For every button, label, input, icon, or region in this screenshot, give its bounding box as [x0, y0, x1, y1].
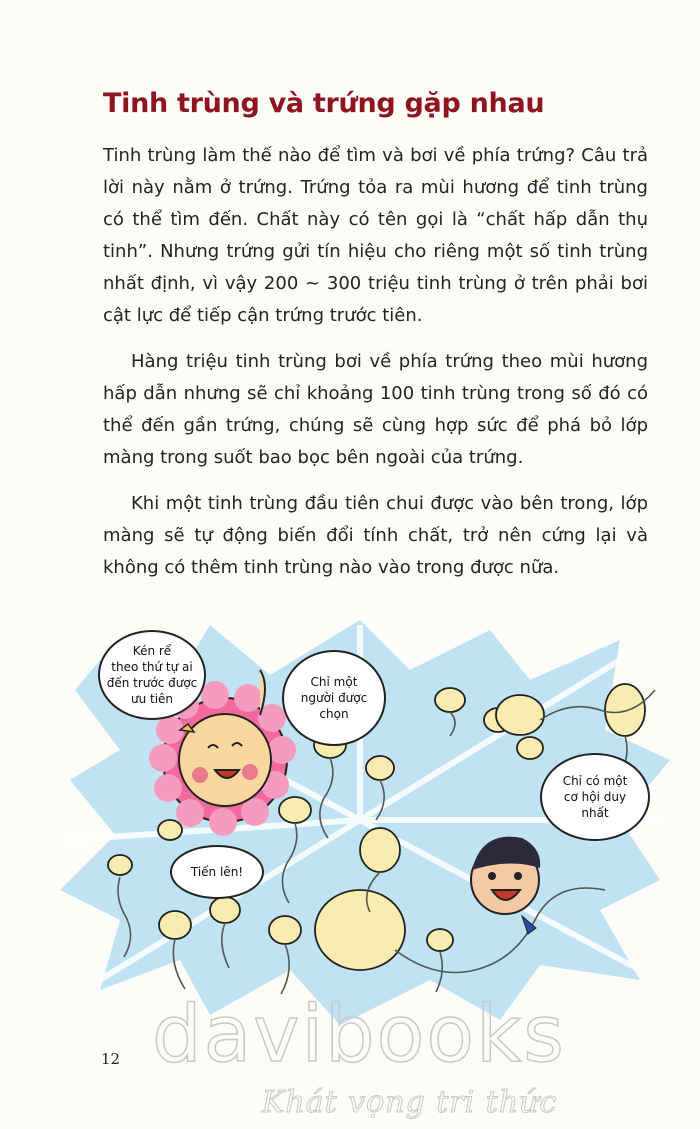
paragraph-3: Khi một tinh trùng đầu tiên chui được vào bên trong, lớp màng sẽ tự động biến đổi tính chất, trở nên cứng lại và không có thêm tinh trùng nào vào trong được nữa. — [103, 493, 648, 578]
bubble-chosen-line-2: người được — [300, 691, 368, 705]
bubble-chance-line-3: nhất — [581, 806, 609, 820]
speech-bubble-go — [170, 845, 264, 899]
bubble-chance-line-1: Chỉ có một — [562, 774, 628, 788]
bubble-egg-line-4: ưu tiên — [130, 692, 174, 706]
section-title: Tinh trùng và trứng gặp nhau — [103, 88, 545, 119]
watermark-tagline: Khát vọng tri thức — [262, 1085, 558, 1120]
cartoon-illustration — [60, 620, 670, 1030]
watermark-brand: davibooks — [152, 990, 566, 1080]
bubble-chosen-line-3: chọn — [319, 707, 349, 721]
bubble-chosen-line-1: Chỉ một — [310, 675, 358, 689]
paragraph-2: Hàng triệu tinh trùng bơi về phía trứng theo mùi hương hấp dẫn nhưng sẽ chỉ khoảng 100 tinh trùng trong số đó có thể đến gần trứng, chúng sẽ cùng hợp sức để phá bỏ lớp màng trong suốt bao bọc bên ngoài của trứng. — [103, 351, 648, 468]
bubble-egg-line-2: theo thứ tự ai — [111, 660, 193, 674]
speech-bubble-chance — [540, 753, 650, 841]
bubble-go-text: Tiến lên! — [190, 865, 244, 879]
speech-bubble-chosen — [282, 650, 386, 746]
bubble-egg-line-1: Kén rể — [132, 644, 172, 658]
paragraph-1: Tinh trùng làm thế nào để tìm và bơi về phía trứng? Câu trả lời này nằm ở trứng. Trứng tỏa ra mùi hương để tinh trùng có thể tìm đến. Chất này có tên gọi là “chất hấp dẫn thụ tinh”. Nhưng trứng gửi tín hiệu cho riêng một số tinh trùng nhất định, vì vậy 200 ~ 300 triệu tinh trùng ở trên phải bơi cật lực để tiếp cận trứng trước tiên. — [103, 145, 648, 326]
bubble-chance-line-2: cơ hội duy — [563, 790, 627, 804]
bubble-egg-line-3: đến trước được — [106, 676, 198, 690]
speech-bubble-egg — [98, 630, 206, 720]
body-text — [103, 140, 648, 598]
page-number: 12 — [101, 1050, 121, 1068]
